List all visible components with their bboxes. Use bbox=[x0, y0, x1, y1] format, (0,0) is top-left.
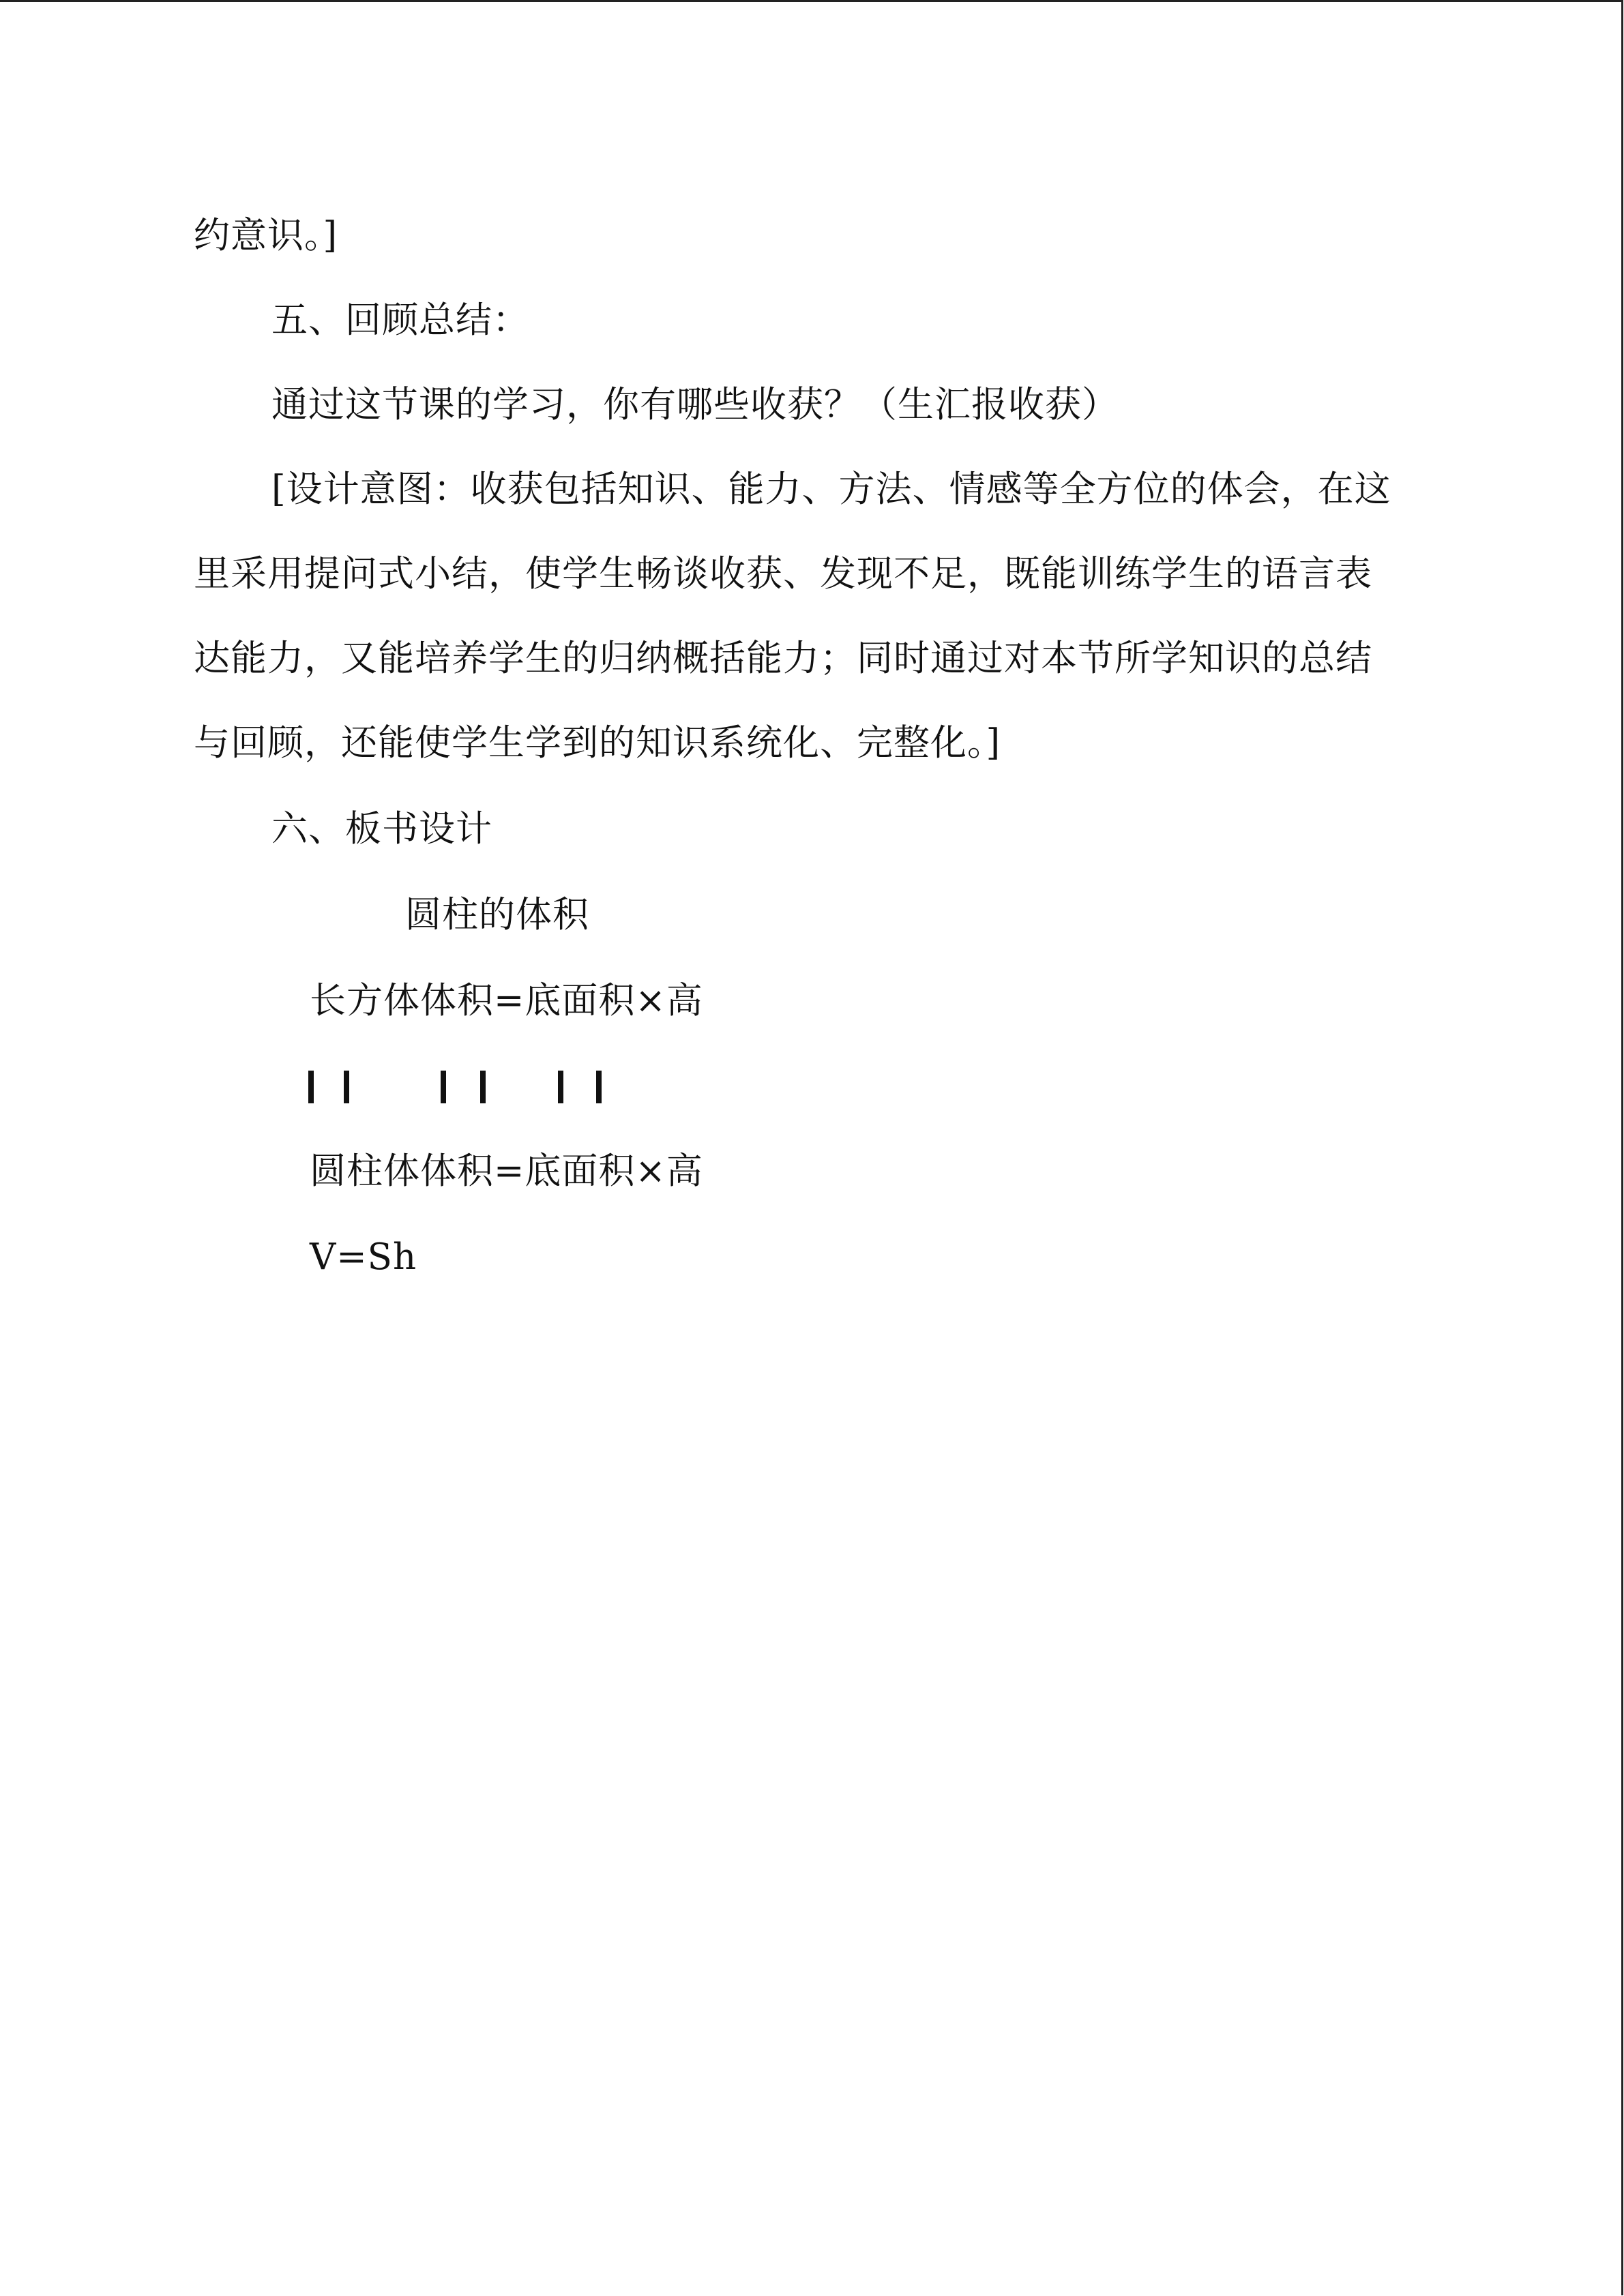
bar-mark bbox=[480, 1071, 486, 1103]
bar-mark bbox=[441, 1071, 446, 1103]
design-intent-line-4: 与回顾，还能使学生学到的知识系统化、完整化。] bbox=[194, 722, 1001, 764]
bar-mark bbox=[558, 1071, 563, 1103]
design-intent-line-3: 达能力，又能培养学生的归纳概括能力；同时通过对本节所学知识的总结 bbox=[194, 638, 1372, 679]
board-title: 圆柱的体积 bbox=[405, 894, 589, 936]
board-formula-cylinder: 圆柱体体积=底面积×高 bbox=[310, 1150, 703, 1192]
bar-mark bbox=[596, 1071, 602, 1103]
paragraph-line-1: 约意识。] bbox=[194, 215, 338, 256]
board-formula-short: V=Sh bbox=[310, 1236, 417, 1278]
section-heading-board-design: 六、板书设计 bbox=[271, 808, 492, 850]
board-equivalence-bars bbox=[304, 1065, 645, 1109]
bar-mark bbox=[308, 1071, 314, 1103]
paragraph-question: 通过这节课的学习，你有哪些收获？（生汇报收获） bbox=[271, 384, 1119, 426]
design-intent-line-1: [设计意图：收获包括知识、能力、方法、情感等全方位的体会，在这 bbox=[271, 468, 1391, 510]
section-heading-review: 五、回顾总结： bbox=[271, 299, 529, 341]
board-formula-cuboid: 长方体体积=底面积×高 bbox=[310, 980, 703, 1022]
design-intent-line-2: 里采用提问式小结，使学生畅谈收获、发现不足，既能训练学生的语言表 bbox=[194, 553, 1372, 595]
bar-mark bbox=[344, 1071, 349, 1103]
